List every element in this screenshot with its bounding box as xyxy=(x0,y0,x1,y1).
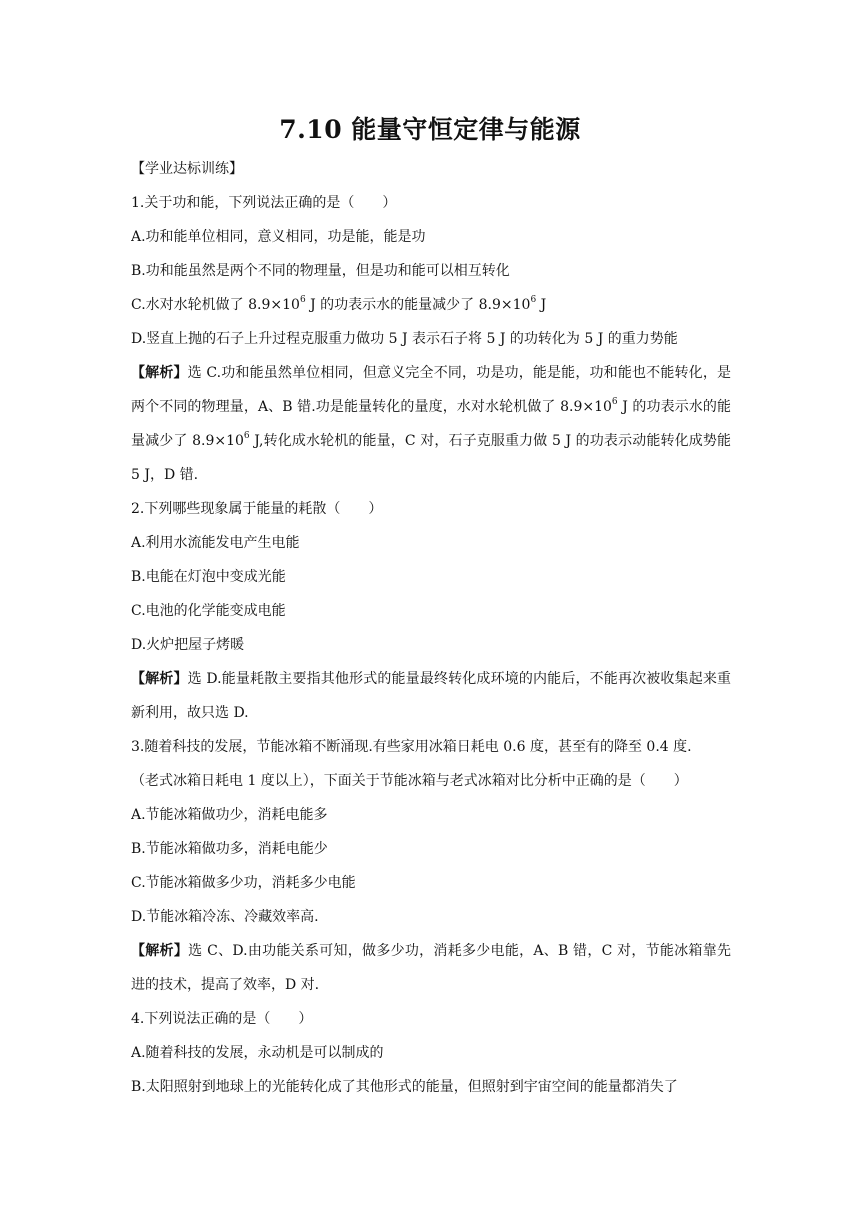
question-3-option-c: C.节能冰箱做多少功，消耗多少电能 xyxy=(131,875,356,891)
question-1-option-b: B.功和能虽然是两个不同的物理量，但是功和能可以相互转化 xyxy=(131,263,510,279)
question-4-option-b: B.太阳照射到地球上的光能转化成了其他形式的能量，但照射到宇宙空间的能量都消失了 xyxy=(131,1079,678,1095)
page-title: 7.10 能量守恒定律与能源 xyxy=(279,115,581,144)
question-2-option-b: B.电能在灯泡中变成光能 xyxy=(131,569,286,585)
question-2-stem: 2.下列哪些现象属于能量的耗散（ ） xyxy=(131,501,383,517)
question-4-option-a: A.随着科技的发展，永动机是可以制成的 xyxy=(131,1045,384,1061)
q1-c-pre: C.水对水轮机做了 8.9×10 xyxy=(131,297,300,313)
analysis-label: 【解析】 xyxy=(131,365,188,381)
q1-analysis-1: 选 C.功和能虽然单位相同，但意义完全不同，功是功，能是能，功和能也不能转化，是两个不同的物理量，A、B 错.功是能量转化的量度，水对水轮机做了 8.9×10 xyxy=(131,365,731,415)
document-body xyxy=(131,152,731,1104)
question-1-analysis xyxy=(131,356,731,492)
analysis-label: 【解析】 xyxy=(131,943,189,959)
question-3-analysis xyxy=(131,934,731,1002)
q1-analysis-exp2: 6 xyxy=(243,431,250,442)
analysis-label: 【解析】 xyxy=(131,671,188,687)
question-1-option-a: A.功和能单位相同，意义相同，功是能，能是功 xyxy=(131,229,426,245)
question-1-option-c xyxy=(131,288,731,322)
question-2-option-a: A.利用水流能发电产生电能 xyxy=(131,535,300,551)
question-1-stem: 1.关于功和能，下列说法正确的是（ ） xyxy=(131,195,397,211)
q3-analysis-text: 选 C、D.由功能关系可知，做多少功，消耗多少电能，A、B 错，C 对，节能冰箱靠先进的技术，提高了效率，D 对. xyxy=(131,943,731,993)
q1-c-post: J xyxy=(536,297,547,313)
q1-c-mid: J 的功表示水的能量减少了 8.9×10 xyxy=(305,297,531,313)
q2-analysis-text: 选 D.能量耗散主要指其他形式的能量最终转化成环境的内能后，不能再次被收集起来重新利用，故只选 D. xyxy=(131,671,732,721)
q1-analysis-exp1: 6 xyxy=(611,397,618,408)
question-3-option-d: D.节能冰箱冷冻、冷藏效率高. xyxy=(131,909,319,925)
question-2-option-c: C.电池的化学能变成电能 xyxy=(131,603,286,619)
question-4-stem: 4.下列说法正确的是（ ） xyxy=(131,1011,313,1027)
q1-analysis-2: J 的功表示水的能量减少了 8.9×10 xyxy=(131,399,732,449)
question-3-stem-line-1: 3.随着科技的发展，节能冰箱不断涌现.有些家用冰箱日耗电 0.6 度，甚至有的降至 0.4 度. xyxy=(131,739,692,755)
section-header: 【学业达标训练】 xyxy=(131,161,243,177)
q1-c-exp1: 6 xyxy=(299,295,306,306)
question-2-analysis xyxy=(131,662,731,730)
question-1-option-d: D.竖直上抛的石子上升过程克服重力做功 5 J 表示石子将 5 J 的功转化为 5 J 的重力势能 xyxy=(131,331,678,347)
q1-c-exp2: 6 xyxy=(530,295,537,306)
question-2-option-d: D.火炉把屋子烤暖 xyxy=(131,637,245,653)
question-3-option-a: A.节能冰箱做功少，消耗电能多 xyxy=(131,807,328,823)
q1-analysis-3: J,转化成水轮机的能量，C 对，石子克服重力做 5 J 的功表示动能转化成势能 5 J，D 错. xyxy=(131,433,731,483)
question-3-stem-line-2: （老式冰箱日耗电 1 度以上），下面关于节能冰箱与老式冰箱对比分析中正确的是（ ） xyxy=(131,773,688,789)
question-3-option-b: B.节能冰箱做功多，消耗电能少 xyxy=(131,841,328,857)
